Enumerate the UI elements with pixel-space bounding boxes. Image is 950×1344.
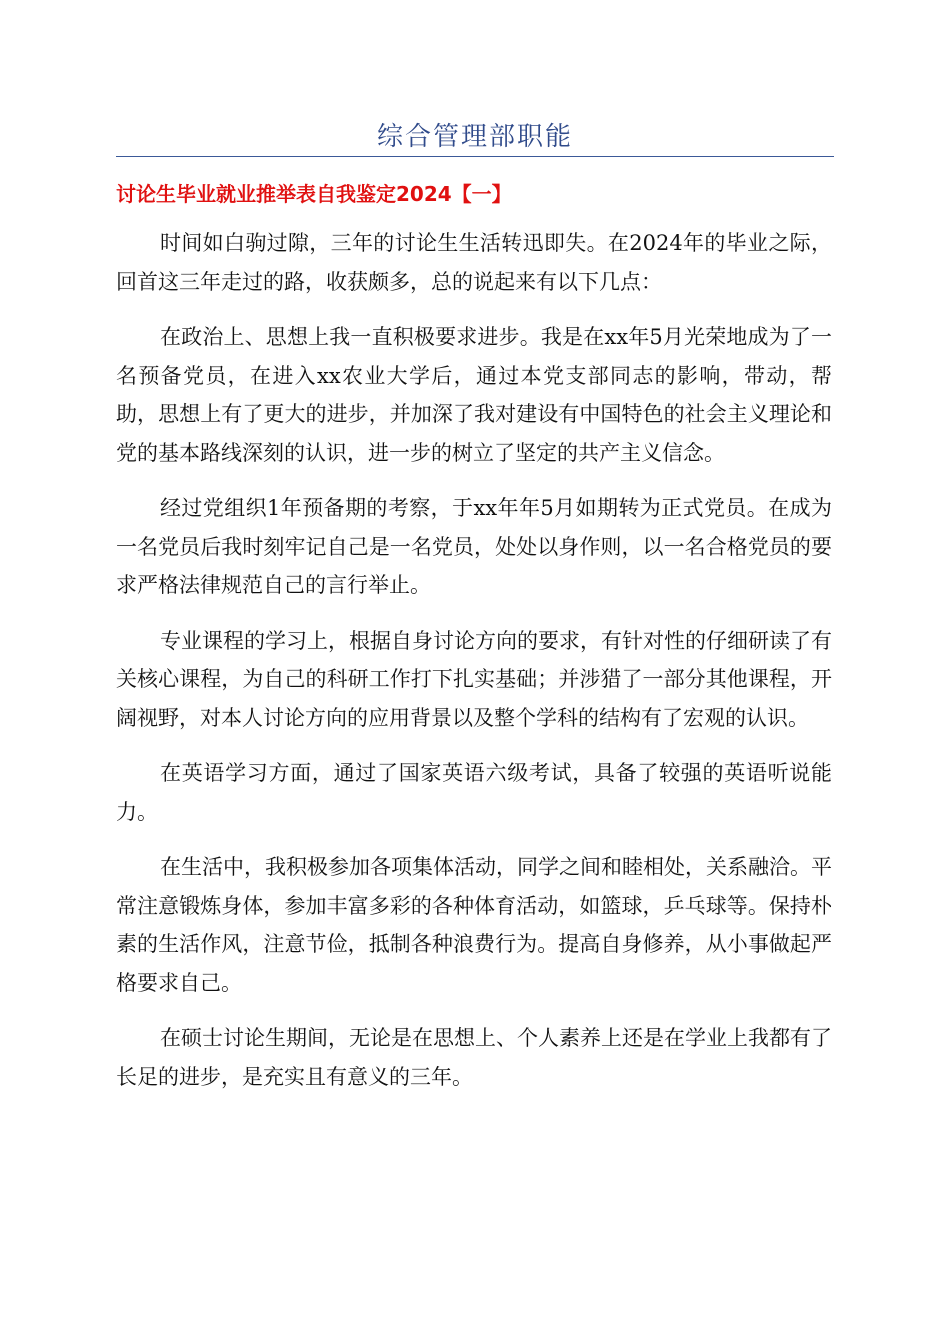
section-heading: 讨论生毕业就业推举表自我鉴定2024【一】	[116, 182, 512, 206]
page-title: 综合管理部职能	[376, 122, 573, 152]
paragraph-politics: 在政治上、思想上我一直积极要求进步。我是在xx年5月光荣地成为了一名预备党员，在进入xx农业大学后，通过本党支部同志的影响，带动，帮助，思想上有了更大的进步，并加深了我对建设有中国特色的社会主义理论和党的基本路线深刻的认识，进一步的树立了坚定的共产主义信念。	[116, 325, 832, 465]
paragraph-intro: 时间如白驹过隙，三年的讨论生生活转迅即失。在2024年的毕业之际，回首这三年走过的路，收获颇多，总的说起来有以下几点：	[116, 231, 832, 294]
paragraph-conclusion: 在硕士讨论生期间，无论是在思想上、个人素养上还是在学业上我都有了长足的进步，是充实且有意义的三年。	[116, 1026, 832, 1089]
paragraph-party-membership: 经过党组织1年预备期的考察，于xx年年5月如期转为正式党员。在成为一名党员后我时刻牢记自己是一名党员，处处以身作则，以一名合格党员的要求严格法律规范自己的言行举止。	[116, 496, 832, 597]
page-header	[116, 112, 834, 157]
paragraph-life: 在生活中，我积极参加各项集体活动，同学之间和睦相处，关系融洽。平常注意锻炼身体，参加丰富多彩的各种体育活动，如篮球，乒乓球等。保持朴素的生活作风，注意节俭，抵制各种浪费行为。提高自身修养，从小事做起严格要求自己。	[116, 855, 832, 995]
document-body	[116, 224, 832, 1113]
paragraph-courses: 专业课程的学习上，根据自身讨论方向的要求，有针对性的仔细研读了有关核心课程，为自己的科研工作打下扎实基础；并涉猎了一部分其他课程，开阔视野，对本人讨论方向的应用背景以及整个学科的结构有了宏观的认识。	[116, 628, 832, 730]
paragraph-english: 在英语学习方面，通过了国家英语六级考试，具备了较强的英语听说能力。	[116, 761, 832, 824]
